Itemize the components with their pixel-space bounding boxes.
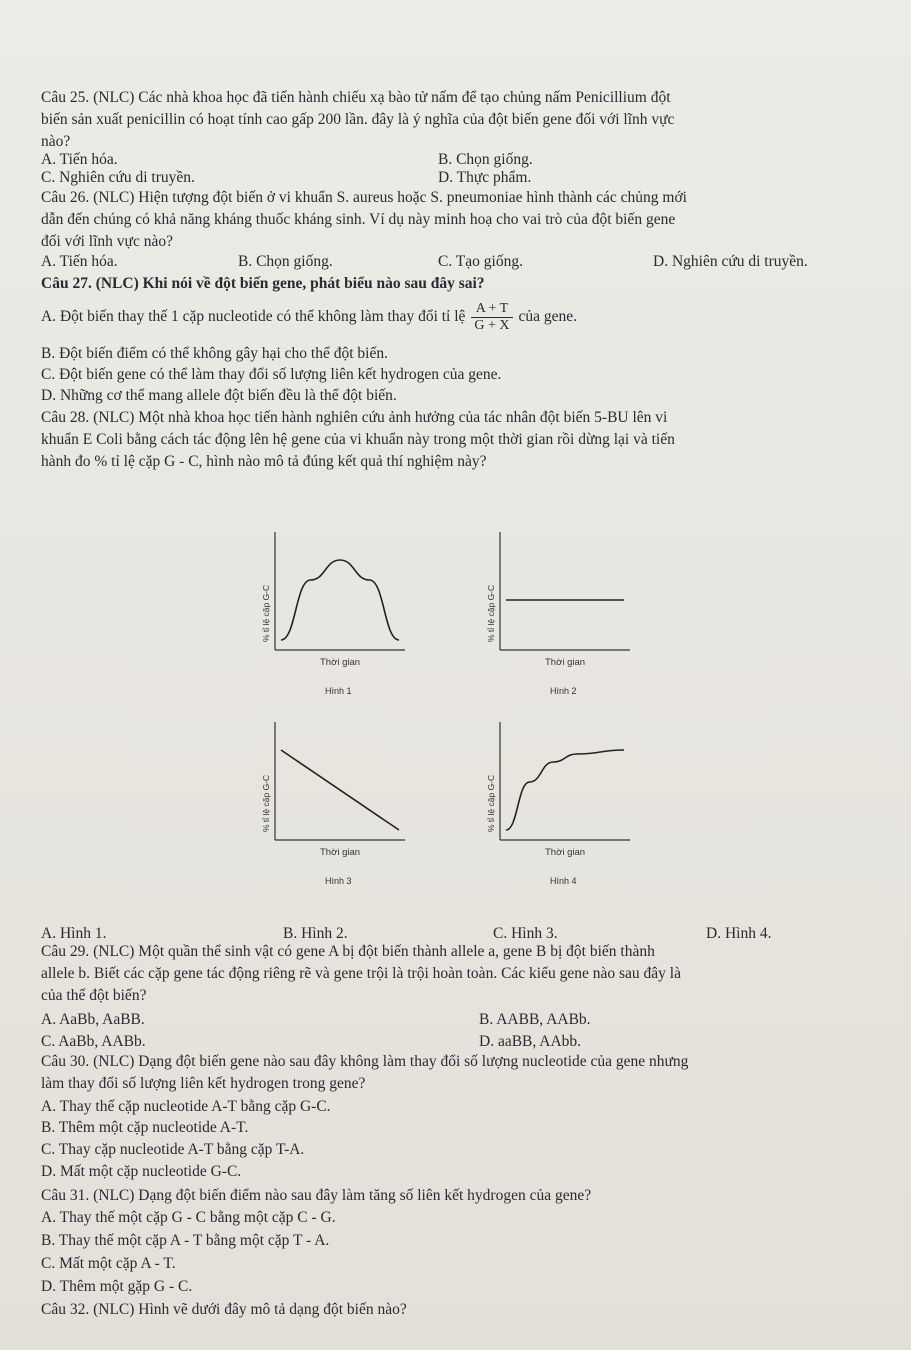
q29-option-c: C. AaBb, AABb.	[41, 1033, 146, 1050]
y-axis-label: % tỉ lệ cặp G-C	[261, 584, 271, 642]
q30-stem-line2: làm thay đổi số lượng liên kết hydrogen trong gene?	[41, 1075, 366, 1092]
q25-option-b: B. Chọn giống.	[438, 151, 533, 168]
q30-option-d: D. Mất một cặp nucleotide G-C.	[41, 1163, 242, 1180]
q32-stem-line1: Câu 32. (NLC) Hình vẽ dưới đây mô tả dạng đột biến nào?	[41, 1301, 407, 1318]
figure-caption: Hình 1	[325, 686, 352, 696]
chart-hinh-4	[480, 710, 640, 895]
q29-option-a: A. AaBb, AaBB.	[41, 1011, 145, 1028]
ratio-fraction	[471, 301, 512, 334]
q28-option-a: A. Hình 1.	[41, 925, 107, 942]
x-axis-label: Thời gian	[545, 657, 586, 668]
ratio-numerator: A + T	[471, 301, 512, 318]
q31-option-b: B. Thay thế một cặp A - T bằng một cặp T - A.	[41, 1232, 330, 1249]
q27-option-a-suffix: của gene.	[518, 308, 578, 325]
q28-stem-line3: hành đo % tỉ lệ cặp G - C, hình nào mô tả đúng kết quả thí nghiệm này?	[41, 453, 487, 470]
q26-option-a: A. Tiến hóa.	[41, 253, 118, 270]
q26-stem-line1: Câu 26. (NLC) Hiện tượng đột biến ở vi khuẩn S. aureus hoặc S. pneumoniae hình thành các chủng mới	[41, 189, 687, 206]
data-series-line	[281, 560, 399, 640]
chart-hinh-4-svg	[480, 710, 640, 890]
chart-hinh-1	[255, 520, 415, 705]
q27-option-c: C. Đột biến gene có thể làm thay đổi số lượng liên kết hydrogen của gene.	[41, 366, 502, 383]
q25-option-c: C. Nghiên cứu di truyền.	[41, 169, 195, 186]
ratio-denominator: G + X	[474, 317, 510, 333]
q29-stem-line1: Câu 29. (NLC) Một quần thể sinh vật có gene A bị đột biến thành allele a, gene B bị đột biến thành	[41, 943, 655, 960]
q26-option-d: D. Nghiên cứu di truyền.	[653, 253, 808, 270]
data-series-line	[281, 750, 399, 830]
q28-stem-line1: Câu 28. (NLC) Một nhà khoa học tiến hành nghiên cứu ảnh hưởng của tác nhân đột biến 5-BU lên vi	[41, 409, 668, 426]
q28-option-d: D. Hình 4.	[706, 925, 772, 942]
x-axis-label: Thời gian	[545, 847, 586, 858]
q26-stem-line3: đối với lĩnh vực nào?	[41, 233, 173, 250]
q29-option-b: B. AABB, AABb.	[479, 1011, 591, 1028]
q30-option-b: B. Thêm một cặp nucleotide A-T.	[41, 1119, 249, 1136]
q29-stem-line3: của thể đột biến?	[41, 987, 147, 1004]
x-axis-label: Thời gian	[320, 847, 361, 858]
figure-caption: Hình 3	[325, 876, 352, 886]
q30-option-c: C. Thay cặp nucleotide A-T bằng cặp T-A.	[41, 1141, 305, 1158]
q25-option-d: D. Thực phẩm.	[438, 169, 532, 186]
q26-option-c: C. Tạo giống.	[438, 253, 523, 270]
q29-option-d: D. aaBB, AAbb.	[479, 1033, 582, 1050]
chart-hinh-2-svg	[480, 520, 640, 700]
q28-stem-line2: khuẩn E Coli bằng cách tác động lên hệ gene của vi khuẩn này trong một thời gian rồi dừng lại và tiến	[41, 431, 675, 448]
x-axis-label: Thời gian	[320, 657, 361, 668]
q31-option-a: A. Thay thế một cặp G - C bằng một cặp C - G.	[41, 1209, 336, 1226]
q27-option-a-text: A. Đột biến thay thế 1 cặp nucleotide có thể không làm thay đổi tỉ lệ	[41, 308, 466, 325]
y-axis-label: % tỉ lệ cặp G-C	[486, 774, 496, 832]
q28-option-b: B. Hình 2.	[283, 925, 348, 942]
q28-option-c: C. Hình 3.	[493, 925, 558, 942]
figure-caption: Hình 2	[550, 686, 577, 696]
q31-option-d: D. Thêm một gặp G - C.	[41, 1278, 193, 1295]
chart-hinh-2	[480, 520, 640, 705]
q25-stem-line2: biến sản xuất penicillin có hoạt tính cao gấp 200 lần. đây là ý nghĩa của đột biến gene đối với lĩnh vực	[41, 111, 675, 128]
q30-stem-line1: Câu 30. (NLC) Dạng đột biến gene nào sau đây không làm thay đổi số lượng nucleotide của gene nhưng	[41, 1053, 689, 1070]
q25-option-a: A. Tiến hóa.	[41, 151, 118, 168]
q25-stem-line3: nào?	[41, 133, 71, 150]
figure-caption: Hình 4	[550, 876, 577, 886]
chart-hinh-3-svg	[255, 710, 415, 890]
q27-option-d: D. Những cơ thể mang allele đột biến đều là thể đột biến.	[41, 387, 397, 404]
q27-option-a	[41, 299, 577, 335]
q26-option-b: B. Chọn giống.	[238, 253, 333, 270]
y-axis-label: % tỉ lệ cặp G-C	[261, 774, 271, 832]
data-series-line	[506, 750, 624, 830]
q27-option-b: B. Đột biến điểm có thể không gây hại cho thể đột biến.	[41, 345, 388, 362]
q27-stem-line1: Câu 27. (NLC) Khi nói về đột biến gene, phát biểu nào sau đây sai?	[41, 275, 485, 292]
q26-stem-line2: dẫn đến chúng có khả năng kháng thuốc kháng sinh. Ví dụ này minh hoạ cho vai trò của đột biến gene	[41, 211, 676, 228]
chart-hinh-3	[255, 710, 415, 895]
q29-stem-line2: allele b. Biết các cặp gene tác động riêng rẽ và gene trội là trội hoàn toàn. Các kiểu gene nào sau đây là	[41, 965, 681, 982]
y-axis-label: % tỉ lệ cặp G-C	[486, 584, 496, 642]
q31-option-c: C. Mất một cặp A - T.	[41, 1255, 176, 1272]
q25-stem-line1: Câu 25. (NLC) Các nhà khoa học đã tiến hành chiếu xạ bào tử nấm để tạo chủng nấm Penicillium đột	[41, 89, 671, 106]
q30-option-a: A. Thay thế cặp nucleotide A-T bằng cặp G-C.	[41, 1098, 331, 1115]
q31-stem-line1: Câu 31. (NLC) Dạng đột biến điểm nào sau đây làm tăng số liên kết hydrogen của gene?	[41, 1187, 592, 1204]
chart-hinh-1-svg	[255, 520, 415, 700]
